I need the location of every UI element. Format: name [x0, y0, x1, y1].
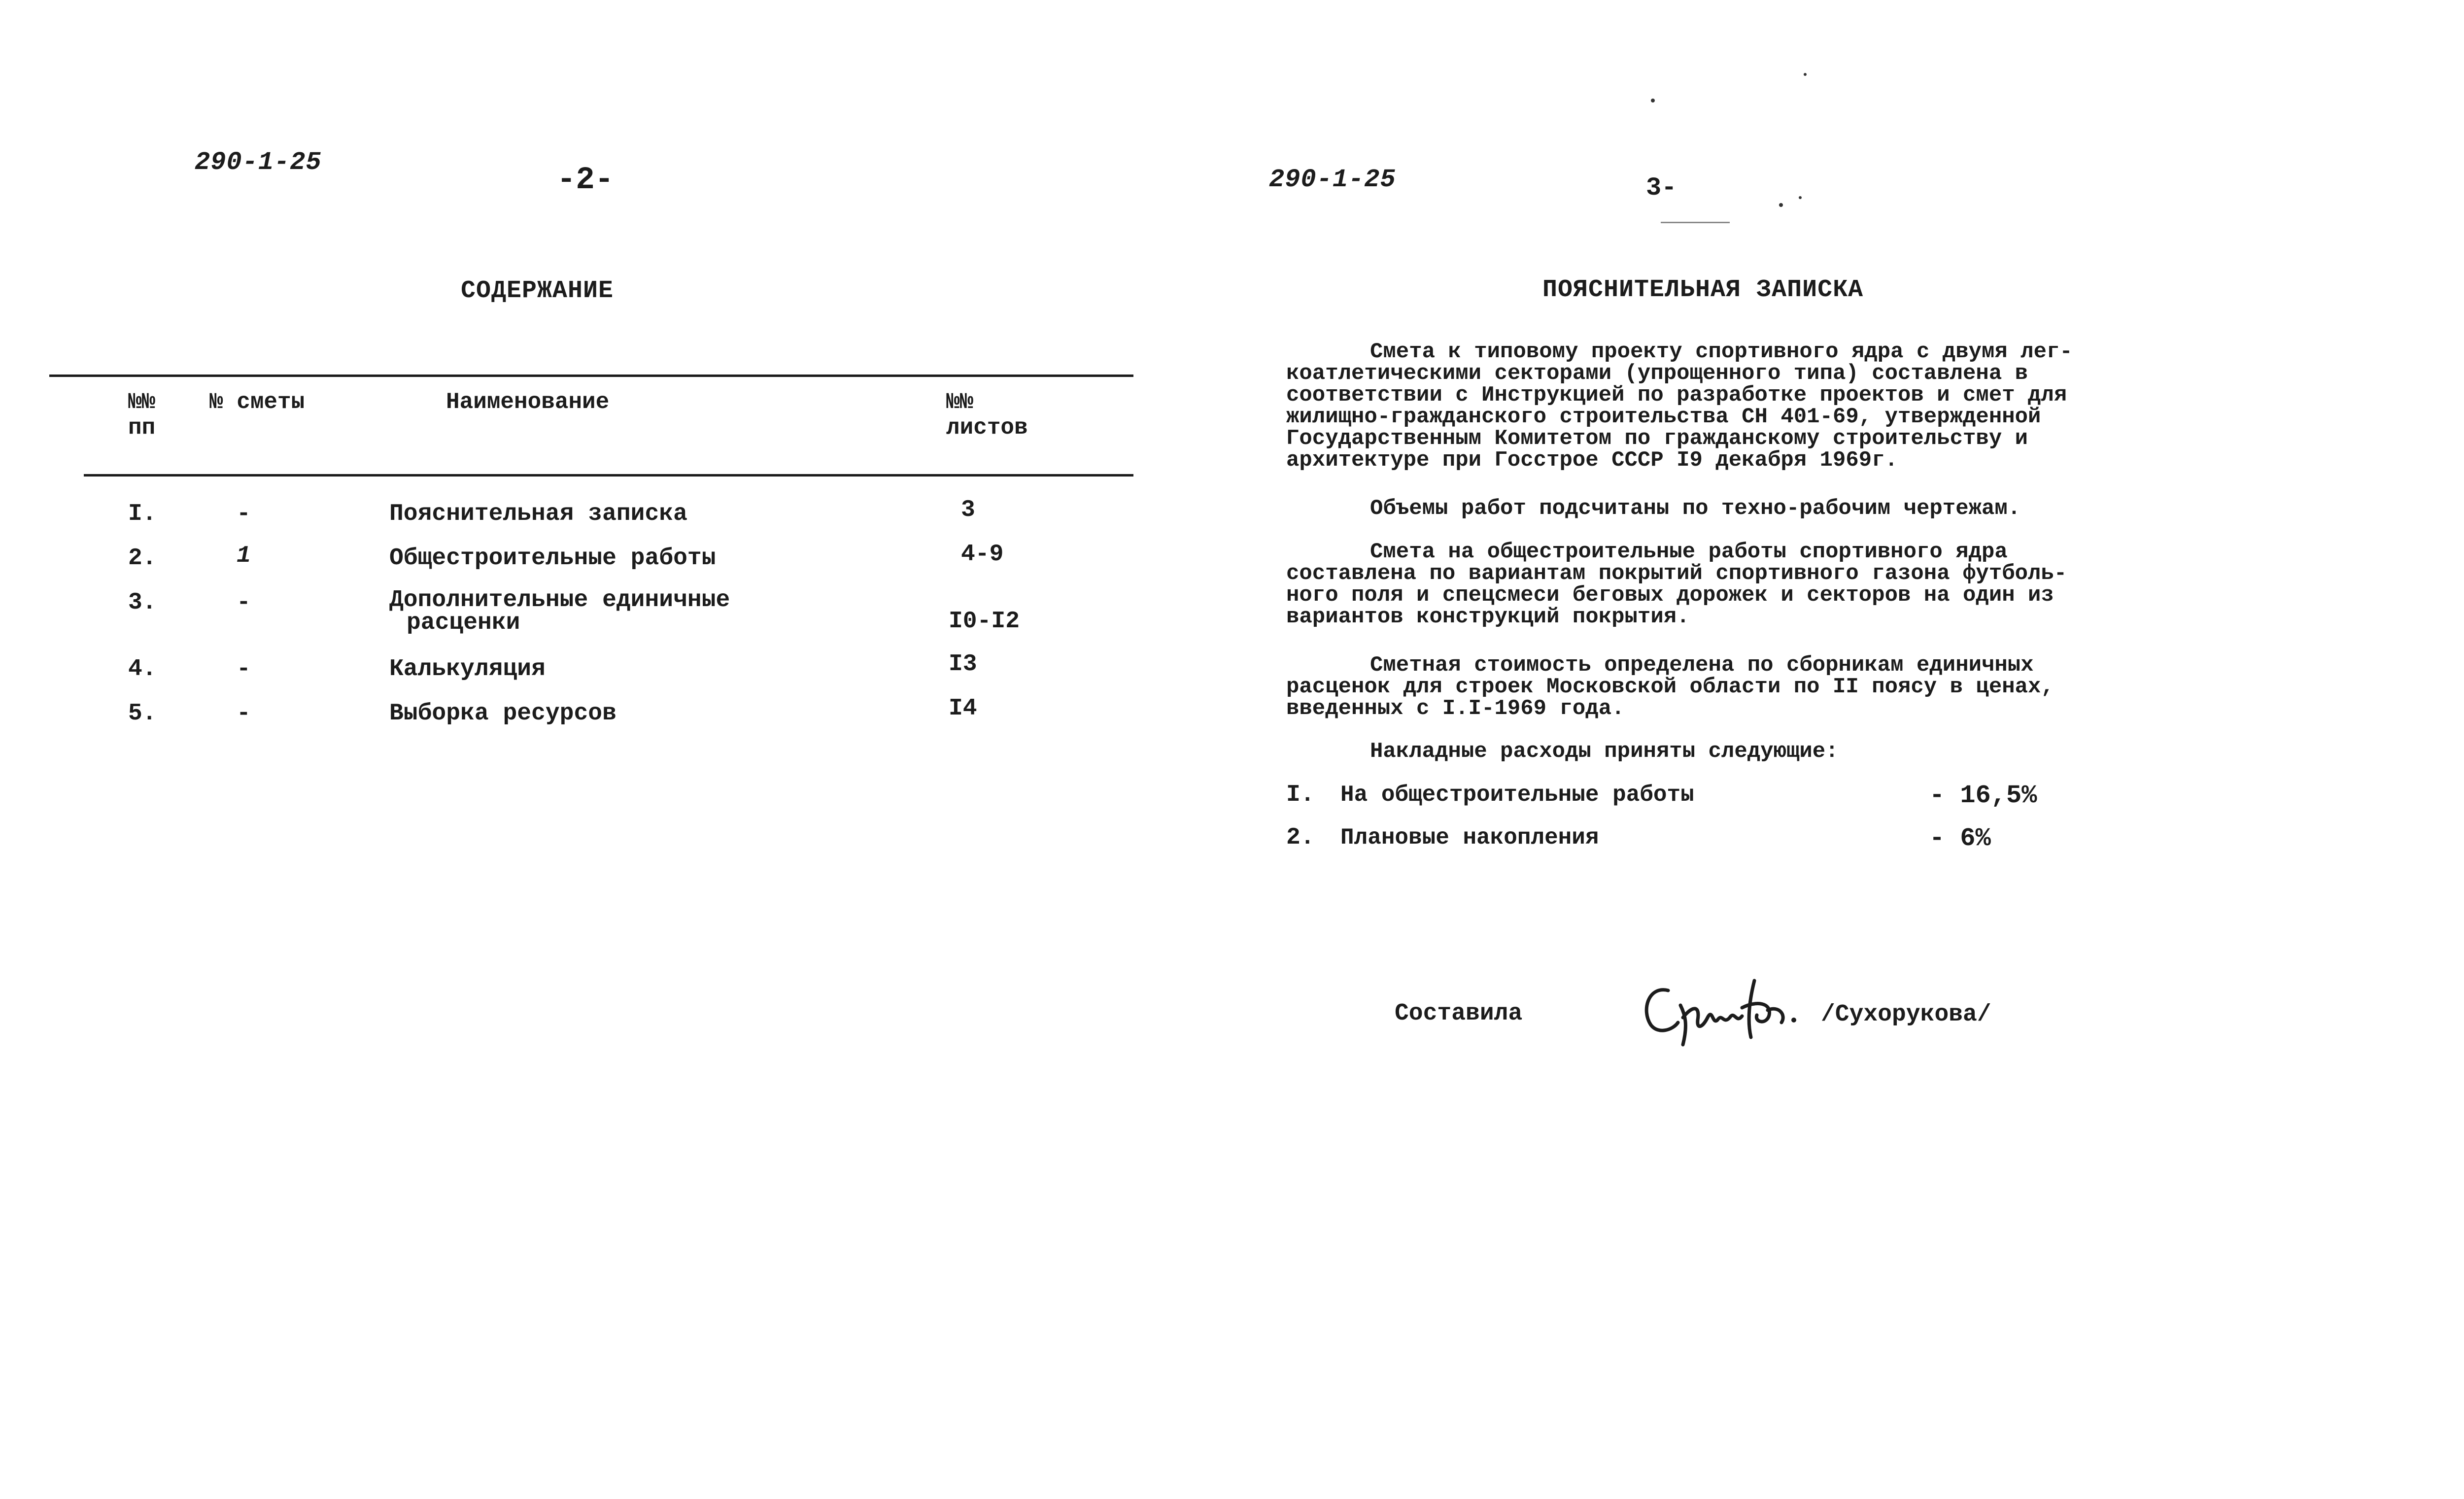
row-name [389, 589, 730, 634]
para-line: Смета к типовому проекту спортивного ядра с двумя лег- [1370, 340, 2073, 364]
row-estimate: 1 [237, 543, 251, 569]
col-header-num-line1: №№ [128, 389, 156, 415]
overhead-item-value: - 6% [1929, 824, 1991, 853]
col-header-sheets-line2: листов [946, 415, 1028, 441]
paragraph-cost [1286, 654, 2054, 719]
row-estimate: - [237, 589, 251, 616]
para-line: жилищно-гражданского строительства СН 401-69, утвержденной [1286, 405, 2041, 429]
row-sheets: I3 [949, 651, 977, 678]
row-num: 3. [128, 589, 157, 616]
paragraph-variants [1286, 541, 2067, 628]
scan-speck [1651, 99, 1655, 102]
row-sheets: 4-9 [961, 541, 1004, 568]
para-line: введенных с I.I-1969 года. [1286, 696, 1625, 721]
row-name-line2: расценки [407, 610, 520, 636]
paragraph-volumes [1286, 498, 2020, 519]
doc-code: 290-1-25 [195, 148, 322, 177]
overhead-item-num: I. [1286, 782, 1315, 808]
handwritten-signature [1639, 971, 1801, 1055]
row-num: I. [128, 501, 157, 527]
para-line: соответствии с Инструкцией по разработке проектов и смет для [1286, 383, 2067, 408]
row-name: Общестроительные работы [389, 545, 716, 572]
para-line: ного поля и спецсмеси беговых дорожек и секторов на один из [1286, 583, 2054, 608]
overhead-item-value: - 16,5% [1929, 781, 2037, 810]
row-estimate: - [237, 656, 251, 682]
row-sheets: I4 [949, 695, 977, 722]
page-number: -2- [557, 163, 614, 198]
scan-mark [1661, 222, 1730, 223]
row-sheets: I0-I2 [949, 608, 1020, 635]
scan-speck [1779, 203, 1783, 207]
note-heading: ПОЯСНИТЕЛЬНАЯ ЗАПИСКА [1542, 276, 1864, 304]
row-name: Пояснительная записка [389, 501, 687, 527]
row-name: Выборка ресурсов [389, 700, 616, 727]
row-estimate: - [237, 700, 251, 727]
explanatory-note-page [1232, 0, 2464, 1499]
para-line: Государственным Комитетом по гражданскому строительству и [1286, 426, 2028, 451]
doc-code: 290-1-25 [1269, 165, 1396, 194]
row-name: Калькуляция [389, 656, 546, 682]
para-line: составлена по вариантам покрытий спортивного газона футболь- [1286, 561, 2067, 586]
col-header-estimate: № сметы [209, 389, 305, 415]
para-line: архитектуре при Госстрое СССР I9 декабря 1969г. [1286, 448, 1898, 473]
compiled-by-label: Составила [1395, 1000, 1523, 1027]
col-header-sheets-line1: №№ [946, 389, 974, 415]
col-header-sheets [946, 389, 1028, 441]
row-name-line1: Дополнительные единичные [389, 587, 730, 613]
scan-speck [1804, 73, 1807, 76]
row-num: 5. [128, 700, 157, 727]
row-estimate: - [237, 501, 251, 527]
para-line: Объемы работ подсчитаны по техно-рабочим чертежам. [1370, 496, 2021, 521]
para-line: расценок для строек Московской области по II поясу в ценах, [1286, 675, 2054, 699]
contents-heading: СОДЕРЖАНИЕ [461, 277, 614, 305]
row-num: 4. [128, 656, 157, 682]
page-number: 3- [1646, 173, 1677, 203]
overhead-intro [1286, 741, 1839, 762]
col-header-num [128, 389, 155, 441]
signatory-name: /Сухорукова/ [1821, 1001, 1991, 1028]
paragraph-standards [1286, 341, 2073, 471]
row-num: 2. [128, 545, 157, 572]
table-header-rule [84, 474, 1133, 477]
row-sheets: 3 [961, 497, 975, 523]
overhead-item-num: 2. [1286, 824, 1315, 851]
scan-speck [1799, 196, 1802, 199]
col-header-name: Наименование [446, 389, 610, 415]
para-line: коатлетическими секторами (упрощенного типа) составлена в [1286, 361, 2028, 386]
para-line: Смета на общестроительные работы спортивного ядра [1370, 540, 2008, 564]
overhead-item-label: Плановые накопления [1340, 825, 1599, 851]
para-line: вариантов конструкций покрытия. [1286, 605, 1690, 629]
overhead-item-label: На общестроительные работы [1340, 782, 1694, 808]
para-line: Сметная стоимость определена по сборникам единичных [1370, 653, 2034, 678]
table-top-rule [49, 375, 1133, 377]
col-header-num-line2: пп [128, 415, 156, 441]
para-line: Накладные расходы приняты следующие: [1370, 739, 1839, 764]
